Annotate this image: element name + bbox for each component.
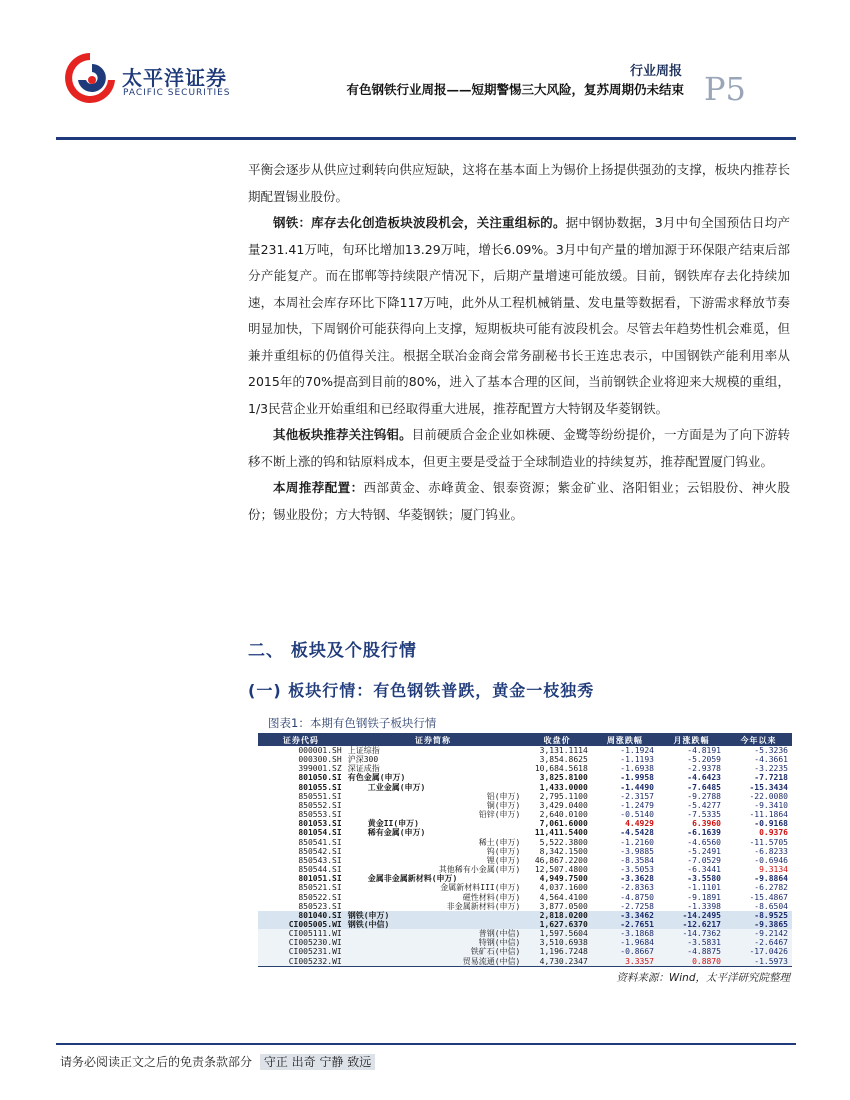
report-title: 有色钢铁行业周报——短期警惕三大风险，复苏周期仍未结束 [346,82,684,97]
row-name: 上证综指 [347,746,380,755]
row-code: 000001.SH [298,746,342,755]
paragraph-tungsten-body: 目前硬质合金企业如株硬、金鹭等纷纷提价，一方面是为了向下游转移不断上涨的钨和钴原料成本，但更主要是受益于全球制造业的持续复苏，推荐配置厦门钨业。 [248,427,790,469]
row-ytd-change: -7.7218 [754,773,788,783]
row-month-change: 0.8870 [692,956,721,966]
row-ytd-change: -5.3236 [754,746,788,755]
row-code: 850544.SI [298,865,342,875]
row-name: 有色金属(申万) [347,773,406,783]
table-row [258,856,792,865]
row-ytd-change: -9.3410 [754,800,788,810]
row-name: 磁性材料(申万) [462,892,521,902]
table-row [258,957,792,966]
table-row [258,902,792,911]
row-month-change: -7.5335 [687,810,721,820]
row-close: 1,433.0000 [539,782,588,792]
page-footer [60,1053,375,1070]
header-close: 收盘价 [522,735,591,746]
row-code: CI005005.WI [288,919,342,929]
row-name: 沪深300 [347,755,379,765]
row-ytd-change: -2.6467 [754,938,788,948]
row-name: 铝(申万) [486,791,521,801]
row-month-change: -6.3441 [687,865,721,875]
row-month-change: -12.6217 [682,919,721,929]
paragraph-recommend-body: 西部黄金、赤峰黄金、银泰资源；紫金矿业、洛阳钼业；云铝股份、神火股份；锡业股份；方大特钢、华菱钢铁；厦门钨业。 [248,480,790,522]
row-name: 其他稀有小金属(申万) [438,865,521,875]
row-week-change: -2.8363 [620,883,654,893]
row-ytd-change: -0.9168 [754,819,788,829]
row-ytd-change: -17.0426 [749,947,788,957]
row-ytd-change: -15.4867 [749,892,788,902]
subsection-heading: (一) 板块行情：有色钢铁普跌，黄金一枝独秀 [248,681,595,700]
row-name: 深证成指 [347,764,380,774]
row-month-change: -4.6423 [687,773,721,783]
paragraph-tungsten-lead: 其他板块推荐关注钨钼。 [273,427,412,442]
row-week-change: -3.9885 [620,846,654,856]
table-row [258,783,792,792]
row-ytd-change: -8.6504 [754,901,788,911]
row-week-change: -2.7258 [620,901,654,911]
row-name: 铜(申万) [486,800,521,810]
row-ytd-change: -9.2142 [754,929,788,939]
row-close: 2,818.0200 [539,910,588,920]
row-code: 850523.SI [298,901,342,911]
table-row [258,764,792,773]
row-name: 钢铁(中信) [347,919,390,929]
row-week-change: 4.4929 [625,819,654,829]
row-week-change: -0.8667 [620,947,654,957]
row-month-change: -5.2491 [687,846,721,856]
row-close: 4,730.2347 [539,956,588,966]
row-week-change: -0.5140 [620,810,654,820]
row-ytd-change: -1.5973 [754,956,788,966]
table-row [258,828,792,837]
row-code: 850541.SI [298,837,342,847]
row-week-change: -1.2479 [620,800,654,810]
row-name: 特钢(中信) [478,938,521,948]
paragraph-steel [248,210,790,422]
table-row [258,792,792,801]
table-row [258,755,792,764]
row-code: 850543.SI [298,855,342,865]
table-row [258,920,792,929]
row-month-change: -14.7362 [682,929,721,939]
header-name: 证券简称 [344,735,523,746]
row-code: CI005111.WI [288,929,342,939]
figure-caption: 图表1：本期有色钢铁子板块行情 [258,714,792,735]
row-month-change: -7.6485 [687,782,721,792]
row-name: 工业金属(申万) [367,782,426,792]
row-code: 850551.SI [298,791,342,801]
row-name: 铁矿石(中信) [470,947,521,957]
table-row [258,874,792,883]
row-month-change: -7.0529 [687,855,721,865]
row-code: 850522.SI [298,892,342,902]
header-week: 周涨跌幅 [592,735,658,746]
row-code: CI005232.WI [288,956,342,966]
row-ytd-change: -22.0080 [749,791,788,801]
row-month-change: -1.1101 [687,883,721,893]
row-name: 普钢(中信) [478,929,521,939]
row-code: 850553.SI [298,810,342,820]
row-week-change: -1.1193 [620,755,654,765]
page-number: P5 [704,70,746,108]
row-ytd-change: -11.5705 [749,837,788,847]
row-week-change: -4.8750 [620,892,654,902]
row-ytd-change: 9.3134 [759,865,788,875]
table-row [258,883,792,892]
table-row [258,838,792,847]
row-ytd-change: -3.2235 [754,764,788,774]
row-month-change: -6.1639 [687,828,721,838]
row-close: 46,867.2200 [534,855,588,865]
header-code: 证券代码 [258,735,344,746]
row-week-change: -3.5053 [620,865,654,875]
table-header-row [258,735,792,746]
table-row [258,847,792,856]
row-week-change: -3.3462 [620,910,654,920]
row-close: 2,640.0100 [539,810,588,820]
row-name: 钨(申万) [486,846,521,856]
row-name: 铅锌(申万) [478,810,521,820]
paragraph-recommend-lead: 本周推荐配置： [273,480,364,495]
row-close: 1,597.5604 [539,929,588,939]
row-code: 801040.SI [298,910,342,920]
row-ytd-change: -6.8233 [754,846,788,856]
body-text [248,157,790,528]
row-code: CI005230.WI [288,938,342,948]
row-code: 850552.SI [298,800,342,810]
row-month-change: -9.1891 [687,892,721,902]
row-month-change: -4.8875 [687,947,721,957]
row-ytd-change: -6.2782 [754,883,788,893]
header-month: 月涨跌幅 [658,735,725,746]
logo-chinese-name: 太平洋证券 [122,66,227,90]
table-body [258,746,792,966]
row-month-change: -9.2788 [687,791,721,801]
row-name: 金属非金属新材料(申万) [367,874,458,884]
row-month-change: 6.3960 [692,819,721,829]
row-name: 金属新材料III(申万) [440,883,521,893]
row-week-change: -1.1924 [620,746,654,755]
row-week-change: -1.4490 [620,782,654,792]
row-name: 贸易流通(中信) [462,956,521,966]
row-ytd-change: -9.8864 [754,874,788,884]
row-ytd-change: -15.3434 [749,782,788,792]
row-month-change: -4.8191 [687,746,721,755]
row-close: 4,564.4100 [539,892,588,902]
row-name: 稀土(申万) [478,837,521,847]
row-name: 非金属新材料(申万) [446,901,521,911]
row-code: 850542.SI [298,846,342,856]
row-close: 12,507.4800 [534,865,588,875]
table-row [258,865,792,874]
row-code: CI005231.WI [288,947,342,957]
row-close: 3,877.0500 [539,901,588,911]
row-ytd-change: 0.9376 [759,828,788,838]
row-week-change: -3.3628 [620,874,654,884]
row-name: 钢铁(申万) [347,910,390,920]
row-close: 1,627.6370 [539,919,588,929]
table-row [258,938,792,947]
row-close: 10,684.5618 [534,764,588,774]
row-week-change: -1.2160 [620,837,654,847]
footer-disclaimer: 请务必阅读正文之后的免责条款部分 [60,1055,253,1069]
table-row [258,947,792,956]
row-week-change: -2.7651 [620,919,654,929]
table-row [258,773,792,782]
row-close: 8,342.1500 [539,846,588,856]
row-code: 801053.SI [298,819,342,829]
row-code: 801055.SI [298,782,342,792]
row-ytd-change: -4.3661 [754,755,788,765]
row-month-change: -14.2495 [682,910,721,920]
sector-table [258,735,792,966]
row-code: 850521.SI [298,883,342,893]
row-name: 稀有金属(申万) [367,828,426,838]
row-code: 801054.SI [298,828,342,838]
row-code: 000300.SH [298,755,342,765]
logo-english-name: PACIFIC SECURITIES [123,88,231,98]
row-close: 3,825.8100 [539,773,588,783]
row-close: 4,037.1600 [539,883,588,893]
table-row [258,801,792,810]
row-close: 3,131.1114 [539,746,588,755]
header-ytd: 今年以来 [725,735,792,746]
source-divider [258,966,792,967]
paragraph-tungsten [248,422,790,475]
row-month-change: -5.4277 [687,800,721,810]
row-week-change: -1.6938 [620,764,654,774]
row-week-change: -8.3584 [620,855,654,865]
table-row [258,746,792,755]
row-week-change: -3.1868 [620,929,654,939]
row-close: 3,854.8625 [539,755,588,765]
row-close: 1,196.7248 [539,947,588,957]
table-row [258,893,792,902]
figure-source: 资料来源：Wind，太平洋研究院整理 [616,971,790,984]
row-week-change: 3.3357 [625,956,654,966]
paragraph-recommend [248,475,790,528]
row-code: 399001.SZ [298,764,342,774]
row-close: 3,510.6938 [539,938,588,948]
row-code: 801051.SI [298,874,342,884]
row-close: 4,949.7500 [539,874,588,884]
table-row [258,911,792,920]
table-row [258,929,792,938]
row-week-change: -2.3157 [620,791,654,801]
row-ytd-change: -0.6946 [754,855,788,865]
pacific-securities-logo-icon [62,50,118,106]
row-name: 黄金II(申万) [367,819,419,829]
row-week-change: -4.5428 [620,828,654,838]
row-month-change: -1.3398 [687,901,721,911]
section-heading: 二、 板块及个股行情 [248,641,417,661]
paragraph-tin: 平衡会逐步从供应过剩转向供应短缺，这将在基本面上为锡价上扬提供强劲的支撑，板块内推荐长期配置锡业股份。 [248,162,790,204]
row-code: 801050.SI [298,773,342,783]
footer-motto: 守正 出奇 宁静 致远 [260,1054,375,1070]
row-close: 11,411.5400 [534,828,588,838]
report-type: 行业周报 [629,64,682,79]
paragraph-steel-lead: 钢铁：库存去化创造板块波段机会，关注重组标的。 [273,215,566,230]
row-month-change: -3.5580 [687,874,721,884]
footer-divider [56,1043,796,1045]
row-ytd-change: -11.1864 [749,810,788,820]
row-close: 2,795.1100 [539,791,588,801]
row-close: 3,429.0400 [539,800,588,810]
row-ytd-change: -9.3865 [754,919,788,929]
row-close: 5,522.3800 [539,837,588,847]
row-month-change: -3.5831 [687,938,721,948]
page-header [0,0,850,140]
figure-sector-performance [258,714,792,985]
header-divider [56,137,796,140]
row-week-change: -1.9958 [620,773,654,783]
row-week-change: -1.9684 [620,938,654,948]
row-name: 锂(申万) [486,855,521,865]
row-month-change: -2.9378 [687,764,721,774]
row-close: 7,061.6000 [539,819,588,829]
table-row [258,810,792,819]
row-month-change: -5.2059 [687,755,721,765]
paragraph-steel-body: 据中钢协数据，3月中旬全国预估日均产量231.41万吨，旬环比增加13.29万吨，增长6.09%。3月中旬产量的增加源于环保限产结束后部分产能复产。而在邯郸等持续限产情况下，后期产量增速可能放缓。目前，钢铁库存去化持续加速，本周社会库存环比下降117万吨，此外从工程机械销量、发电量等数据看，下游需求释放节奏明显加快，下周钢价可能获得向上支撑，短期板块可能有波段机会。尽管去年趋势性机会难觅，但兼并重组标的仍值得关注。根据全联冶金商会常务副秘书长王连忠表示，中国钢铁产能利用率从2015年的70%提高到目前的80%，进入了基本合理的区间，当前钢铁企业将迎来大规模的重组，1/3民营企业开始重组和已经取得重大进展，推荐配置方大特钢及华菱钢铁。 [248,215,790,416]
table-row [258,819,792,828]
row-month-change: -4.6560 [687,837,721,847]
row-ytd-change: -8.9525 [754,910,788,920]
